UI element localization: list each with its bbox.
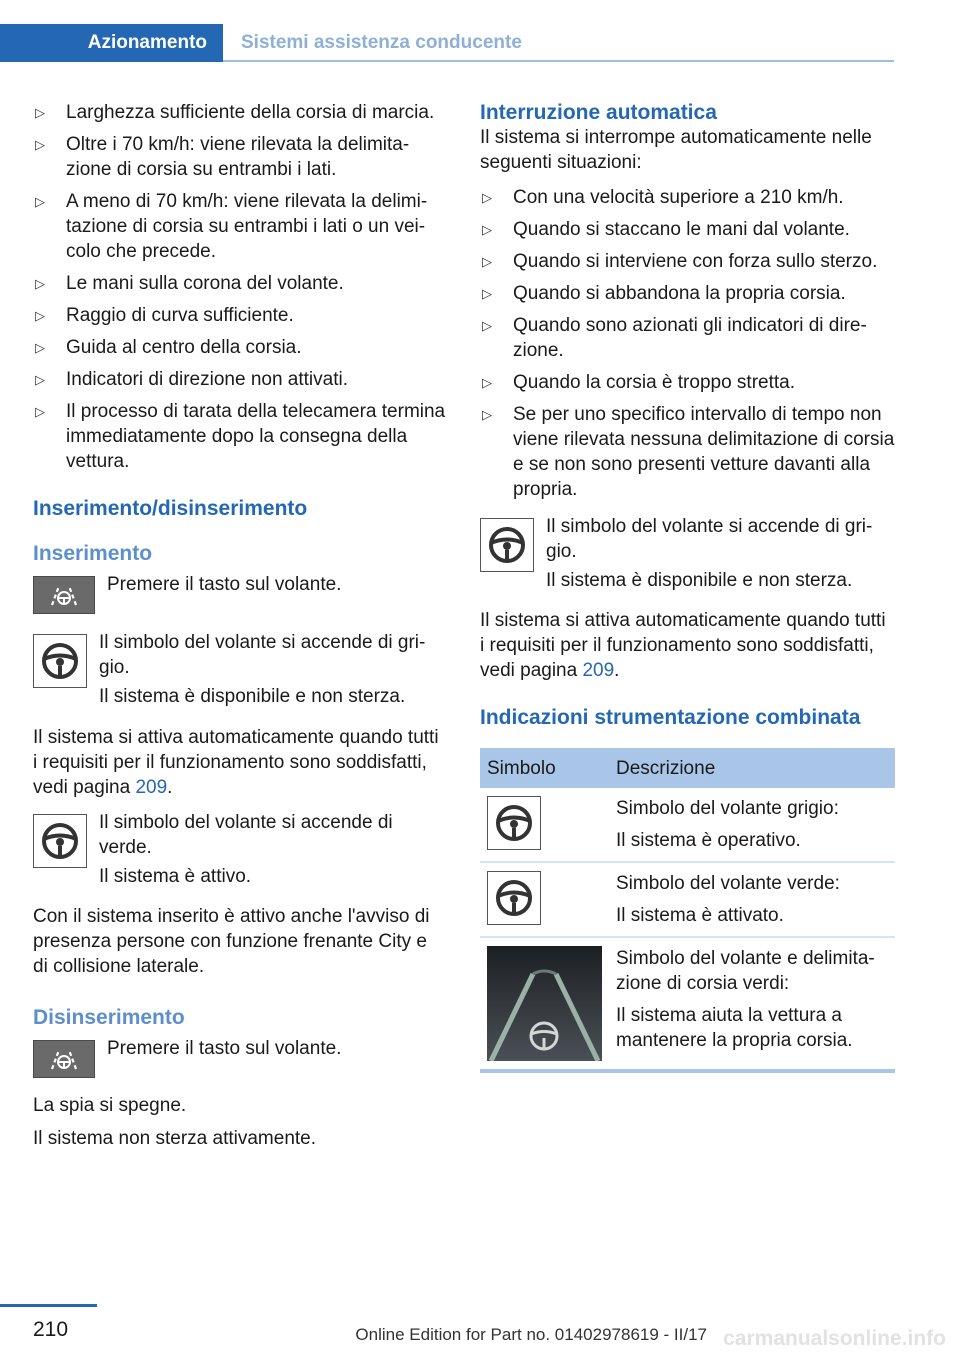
table-row [480,937,895,1071]
left-column [33,100,447,1151]
list-item: ▷ Oltre i 70 km/h: viene rilevata la delimitazione di corsia su entrambi i lati. [35,134,410,180]
triangle-bullet-icon: ▷ [35,404,45,419]
press-button-text: Premere il tasto sul volante. [107,574,342,595]
triangle-bullet-icon: ▷ [482,286,492,301]
steering-wheel-green-icon [33,814,87,868]
right-column [480,100,895,1073]
steering-wheel-green-icon [487,871,541,925]
list-item: ▷ Raggio di curva sufficiente. [35,305,294,326]
page-link[interactable]: 209 [582,660,615,681]
city-brake-text: Con il sistema inserito è attivo anche l'avviso di presenza persone con funzione frenante City e di collisione laterale. [33,906,430,977]
list-item: ▷ Indicatori di direzione non attivati. [35,369,348,390]
list-item: ▷ Larghezza sufficiente della corsia di marcia. [35,102,435,123]
no-steer-text: Il sistema non sterza attivamente. [33,1128,317,1149]
page-link[interactable]: 209 [135,777,168,798]
triangle-bullet-icon: ▷ [35,276,45,291]
row-desc-text: Il sistema è attivato. [616,905,784,926]
row-desc-text: Il sistema aiuta la vettura a mantenere la propria corsia. [616,1005,853,1051]
grey-symbol-text: Il simbolo del volante si accende di grigio. [99,632,426,678]
list-item: ▷ A meno di 70 km/h: viene rilevata la delimitazione di corsia su entrambi i lati o un veicolo che precede. [35,191,428,262]
table-row [480,788,895,862]
heading-cluster: Indicazioni strumentazione combinata [480,706,861,729]
page-header [0,24,894,62]
section-tab: Azionamento [0,24,223,62]
available-text: Il sistema è disponibile e non sterza. [99,686,406,707]
light-off-text: La spia si spegne. [33,1095,187,1116]
page-number: 210 [33,1318,69,1341]
edition-text: Online Edition for Part no. 01402978619 - II/17 [355,1325,707,1344]
list-item: ▷ Se per uno specifico intervallo di tempo non viene rilevata nessuna delimitazione di corsia e se non sono presenti vetture davanti alla propria. [482,404,895,500]
heading-on-off: Inserimento/disinserimento [33,497,308,520]
row-desc-title: Simbolo del volante verde: [616,873,840,894]
heading-off: Disinserimento [33,1006,185,1029]
header-rule [223,60,894,62]
list-item: ▷ Quando si abbandona la propria corsia. [482,283,846,304]
list-item: ▷ Con una velocità superiore a 210 km/h. [482,187,844,208]
steering-wheel-grey-icon [33,634,87,688]
lane-assist-button-icon [33,1040,95,1078]
subsection-title: Sistemi assistenza conducente [241,32,522,53]
list-item: ▷ Quando si staccano le mani dal volante. [482,219,850,240]
triangle-bullet-icon: ▷ [35,105,45,120]
row-desc-title: Simbolo del volante grigio: [616,798,839,819]
interrupt-list [480,185,895,502]
steering-wheel-grey-icon [487,796,541,850]
list-item: ▷ Quando la corsia è troppo stretta. [482,372,795,393]
triangle-bullet-icon: ▷ [35,308,45,323]
grey-symbol-text: Il simbolo del volante si accende di grigio. [546,516,873,562]
available-text: Il sistema è disponibile e non sterza. [546,570,853,591]
lane-assist-button-icon [33,576,95,614]
triangle-bullet-icon: ▷ [35,137,45,152]
triangle-bullet-icon: ▷ [35,194,45,209]
list-item: ▷ Le mani sulla corona del volante. [35,273,344,294]
list-item: ▷ Quando si interviene con forza sullo sterzo. [482,251,878,272]
triangle-bullet-icon: ▷ [482,254,492,269]
grey-symbol-row [480,514,895,602]
active-text: Il sistema è attivo. [99,866,252,887]
triangle-bullet-icon: ▷ [35,372,45,387]
col-desc-header: Descrizione [609,748,895,788]
auto-activation-text: Il sistema si attiva automaticamente quando tutti i requisiti per il funzionamento sono soddisfatti, vedi pagina 209. [480,610,886,681]
steering-wheel-lanes-icon [487,946,602,1061]
triangle-bullet-icon: ▷ [35,340,45,355]
list-item: ▷ Quando sono azionati gli indicatori di direzione. [482,315,867,361]
heading-on: Inserimento [33,542,153,565]
steering-wheel-grey-icon [480,518,534,572]
press-button-row [33,572,447,620]
press-button-off-row [33,1036,447,1084]
triangle-bullet-icon: ▷ [482,222,492,237]
watermark: carmanualsonline.info [723,1327,946,1350]
requirements-list [33,100,447,474]
footer-rule [0,1304,97,1307]
triangle-bullet-icon: ▷ [482,318,492,333]
col-symbol-header: Simbolo [480,748,609,788]
grey-symbol-row [33,630,447,718]
cluster-table [480,748,895,1073]
table-header-row [480,748,895,788]
triangle-bullet-icon: ▷ [482,375,492,390]
green-symbol-row [33,810,447,900]
row-desc-title: Simbolo del volante e delimitazione di corsia verdi: [616,948,875,994]
triangle-bullet-icon: ▷ [482,190,492,205]
triangle-bullet-icon: ▷ [482,407,492,422]
green-symbol-text: Il simbolo del volante si accende di verde. [99,812,393,858]
list-item: ▷ Guida al centro della corsia. [35,337,302,358]
auto-activation-text: Il sistema si attiva automaticamente quando tutti i requisiti per il funzionamento sono soddisfatti, vedi pagina 209. [33,727,439,798]
press-button-off-text: Premere il tasto sul volante. [107,1038,342,1059]
heading-interrupt: Interruzione automatica [480,101,717,124]
interrupt-intro: Il sistema si interrompe automaticamente nelle seguenti situazioni: [480,127,872,173]
table-row [480,862,895,937]
list-item: ▷ Il processo di tarata della telecamera termina immediatamente dopo la consegna della vettura. [35,401,446,472]
row-desc-text: Il sistema è operativo. [616,830,801,851]
